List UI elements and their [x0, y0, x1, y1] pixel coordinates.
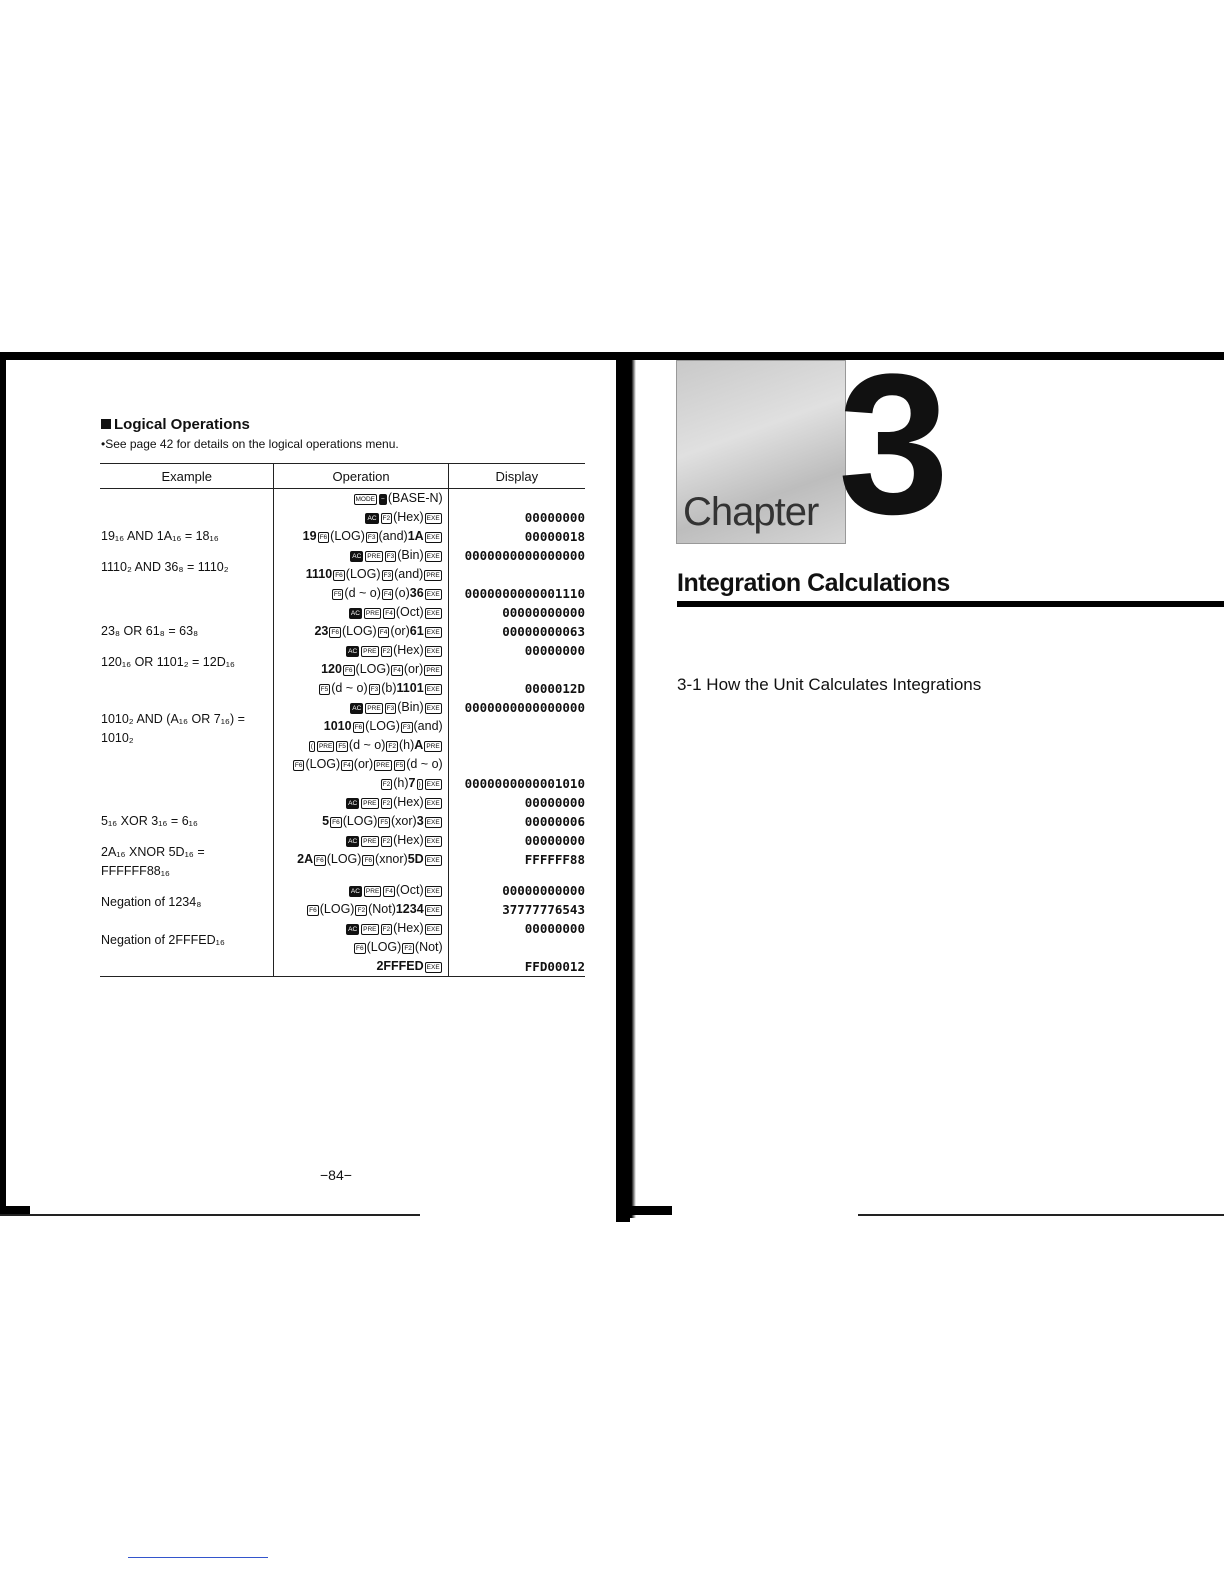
section-title: Logical Operations — [101, 416, 250, 433]
corner-mark — [0, 1206, 30, 1214]
exe-key-icon: EXE — [426, 534, 440, 541]
f6-key-icon: F6 — [319, 534, 328, 541]
f5-key-icon: F5 — [320, 686, 329, 693]
prev-key-icon: PRE — [365, 888, 380, 895]
prev-key-icon: PRE — [426, 743, 440, 750]
corner-mark — [622, 1206, 672, 1215]
close-paren-key-icon: ) — [418, 781, 421, 788]
prev-key-icon: PRE — [367, 553, 381, 560]
f5-key-icon: F5 — [338, 743, 346, 750]
f6-key-icon: F6 — [332, 819, 340, 826]
table-row — [100, 641, 585, 698]
table-row — [100, 698, 585, 793]
display-value: FFD00012 — [524, 959, 585, 974]
bottom-border-right — [858, 1214, 1224, 1216]
f2-key-icon: F2 — [382, 515, 391, 522]
f3-key-icon: F3 — [386, 705, 395, 712]
operation-line: 5 F6 (LOG) F5 (xor)3 EXE — [322, 814, 440, 828]
mode-key-icon: MODE — [355, 496, 376, 503]
operation-line: F6 (LOG) F2 (Not) — [355, 940, 443, 954]
exe-key-icon: EXE — [426, 515, 440, 522]
operation-line: 2A F6 (LOG) F6 (xnor)5D EXE — [297, 852, 440, 866]
example: 2A₁₆ XNOR 5D₁₆ = — [101, 845, 205, 859]
operation-line: AC PRE F3 (Bin) EXE — [352, 548, 440, 562]
f2-key-icon: F2 — [388, 743, 396, 750]
square-bullet-icon — [101, 419, 111, 429]
example: 23₈ OR 61₈ = 63₈ — [101, 624, 199, 638]
example-continued: 1010₂ — [101, 731, 134, 745]
display-value: 00000000 — [524, 833, 585, 848]
display-value: 0000000000000000 — [464, 700, 585, 715]
table-row — [100, 881, 585, 919]
display-value: 00000000000 — [502, 605, 585, 620]
operation-line: F5 (d ~ o) F4 (o)36 EXE — [333, 586, 440, 600]
operation-line: MODE − (BASE-N) — [355, 491, 443, 505]
display-value: 00000018 — [524, 529, 585, 544]
exe-key-icon: EXE — [426, 610, 440, 617]
exe-key-icon: EXE — [426, 838, 440, 845]
prev-key-icon: PRE — [363, 926, 377, 933]
example-continued: FFFFFF88₁₆ — [101, 864, 170, 878]
exe-key-icon: EXE — [426, 800, 440, 807]
f2-key-icon: F2 — [382, 800, 391, 807]
f6-key-icon: F6 — [294, 762, 303, 769]
example: 5₁₆ XOR 3₁₆ = 6₁₆ — [101, 814, 198, 828]
f3-key-icon: F3 — [370, 686, 379, 693]
operation-line: 1110 F6 (LOG) F3 (and) PRE — [305, 567, 440, 581]
f6-key-icon: F6 — [364, 857, 373, 864]
f2-key-icon: F2 — [382, 838, 391, 845]
operation-line: 23 F6 (LOG) F4 (or)61 EXE — [314, 624, 440, 638]
prev-key-icon: PRE — [363, 800, 377, 807]
f6-key-icon: F6 — [309, 907, 317, 914]
display-value: 00000000 — [524, 921, 585, 936]
exe-key-icon: EXE — [426, 629, 440, 636]
f2-key-icon: F2 — [382, 781, 391, 788]
example: Negation of 1234₈ — [101, 895, 202, 909]
display-value: 00000000063 — [502, 624, 585, 639]
display-value: 00000006 — [524, 814, 585, 829]
operation-line: 1010 F6 (LOG) F3 (and) — [323, 719, 443, 733]
ac-key-icon: AC — [350, 610, 360, 617]
display-value: 37777776543 — [502, 902, 585, 917]
exe-key-icon: EXE — [426, 819, 440, 826]
operation-line: AC PRE F2 (Hex) EXE — [348, 921, 440, 935]
ac-key-icon: AC — [348, 800, 358, 807]
exe-key-icon: EXE — [426, 686, 440, 693]
exe-key-icon: EXE — [426, 591, 440, 598]
minus-key-icon: − — [381, 496, 385, 503]
chapter-number: 3 — [838, 333, 946, 556]
operation-line: AC PRE F2 (Hex) EXE — [348, 643, 440, 657]
ac-key-icon: AC — [350, 888, 360, 895]
exe-key-icon: EXE — [426, 781, 440, 788]
ac-key-icon: AC — [367, 515, 377, 522]
toc-item[interactable]: 3-1 How the Unit Calculates Integrations — [677, 675, 982, 694]
f5-key-icon: F5 — [333, 591, 342, 598]
exe-key-icon: EXE — [426, 857, 440, 864]
spine-shadow — [626, 360, 636, 1218]
open-paren-key-icon: ( — [310, 743, 313, 750]
display-value: 0000000000001110 — [464, 586, 585, 601]
table-row — [100, 603, 585, 641]
operation-line: 19 F6 (LOG) F3 (and)1A EXE — [302, 529, 440, 543]
exe-key-icon: EXE — [426, 907, 440, 914]
header-example: Example — [100, 464, 274, 489]
display-value: 00000000 — [524, 643, 585, 658]
prev-key-icon: PRE — [376, 762, 390, 769]
f2-key-icon: F2 — [404, 945, 412, 952]
operation-line: AC PRE F4 (Oct) EXE — [350, 605, 440, 619]
f6-key-icon: F6 — [331, 629, 339, 636]
bottom-border-left — [0, 1214, 420, 1216]
f4-key-icon: F4 — [385, 610, 393, 617]
operation-line: AC PRE F4 (Oct) EXE — [350, 883, 440, 897]
table-row — [100, 546, 585, 603]
f5-key-icon: F5 — [380, 819, 389, 826]
header-operation: Operation — [274, 464, 448, 489]
prev-key-icon: PRE — [426, 667, 440, 674]
operation-line: F6 (LOG) F4 (or) PRE F5 (d ~ o) — [294, 757, 443, 771]
ac-key-icon: AC — [352, 553, 362, 560]
f4-key-icon: F4 — [379, 629, 388, 636]
f4-key-icon: F4 — [383, 591, 392, 598]
prev-key-icon: PRE — [426, 572, 440, 579]
f3-key-icon: F3 — [386, 553, 395, 560]
operation-line: AC PRE F3 (Bin) EXE — [352, 700, 440, 714]
operation-line: F6 (LOG) F2 (Not)1234 EXE — [309, 902, 440, 916]
f3-key-icon: F3 — [383, 572, 392, 579]
f6-key-icon: F6 — [344, 667, 353, 674]
table-row — [100, 793, 585, 831]
display-value: 0000000000001010 — [464, 776, 585, 791]
operation-line: AC PRE F2 (Hex) EXE — [348, 795, 440, 809]
exe-key-icon: EXE — [426, 888, 440, 895]
left-edge — [0, 360, 6, 1215]
table-row — [100, 919, 585, 977]
f6-key-icon: F6 — [335, 572, 343, 579]
prev-key-icon: PRE — [318, 743, 333, 750]
top-border — [0, 352, 1224, 360]
prev-key-icon: PRE — [365, 610, 380, 617]
section-note: •See page 42 for details on the logical operations menu. — [101, 437, 399, 451]
f6-key-icon: F6 — [316, 857, 324, 864]
example: Negation of 2FFFED₁₆ — [101, 933, 225, 947]
example: 1110₂ AND 36₈ = 1110₂ — [101, 560, 229, 574]
logical-operations-table — [100, 463, 585, 977]
example: 120₁₆ OR 1101₂ = 12D₁₆ — [101, 655, 235, 669]
prev-key-icon: PRE — [367, 705, 381, 712]
operation-line: F5 (d ~ o) F3 (b)1101 EXE — [320, 681, 440, 695]
example: 1010₂ AND (A₁₆ OR 7₁₆) = — [101, 712, 245, 726]
f2-key-icon: F2 — [382, 648, 391, 655]
operation-line: 120 F6 (LOG) F4 (or) PRE — [321, 662, 440, 676]
page-number: −84− — [320, 1167, 352, 1183]
example: 19₁₆ AND 1A₁₆ = 18₁₆ — [101, 529, 219, 543]
f5-key-icon: F5 — [395, 762, 404, 769]
ac-key-icon: AC — [352, 705, 362, 712]
operation-line: F2 (h)7 ) EXE — [382, 776, 440, 790]
f6-key-icon: F6 — [354, 724, 363, 731]
table-row — [100, 489, 585, 547]
f3-key-icon: F3 — [367, 534, 376, 541]
ac-key-icon: AC — [348, 838, 358, 845]
display-value: 00000000 — [524, 510, 585, 525]
exe-key-icon: EXE — [426, 926, 440, 933]
link-underline — [128, 1557, 268, 1558]
display-value: 0000012D — [524, 681, 585, 696]
chapter-word: Chapter — [683, 490, 819, 534]
display-value: FFFFFF88 — [524, 852, 585, 867]
f2-key-icon: F2 — [382, 926, 391, 933]
operation-line: 2FFFED EXE — [376, 959, 440, 973]
display-value: 00000000 — [524, 795, 585, 810]
prev-key-icon: PRE — [363, 648, 377, 655]
operation-line: AC PRE F2 (Hex) EXE — [348, 833, 440, 847]
ac-key-icon: AC — [348, 648, 358, 655]
display-value: 00000000000 — [502, 883, 585, 898]
table-row — [100, 831, 585, 881]
f6-key-icon: F6 — [355, 945, 364, 952]
display-value: 0000000000000000 — [464, 548, 585, 563]
exe-key-icon: EXE — [426, 648, 440, 655]
prev-key-icon: PRE — [363, 838, 377, 845]
chapter-title: Integration Calculations — [677, 569, 950, 597]
exe-key-icon: EXE — [426, 964, 440, 971]
title-rule — [677, 601, 1224, 607]
f4-key-icon: F4 — [343, 762, 351, 769]
header-display: Display — [448, 464, 585, 489]
operation-line: AC F2 (Hex) EXE — [367, 510, 440, 524]
ac-key-icon: AC — [348, 926, 358, 933]
exe-key-icon: EXE — [426, 553, 440, 560]
f4-key-icon: F4 — [385, 888, 393, 895]
operation-line: ( PRE F5 (d ~ o) F2 (h)A PRE — [310, 738, 440, 752]
f2-key-icon: F2 — [357, 907, 366, 914]
exe-key-icon: EXE — [426, 705, 440, 712]
f3-key-icon: F3 — [402, 724, 411, 731]
f4-key-icon: F4 — [393, 667, 401, 674]
